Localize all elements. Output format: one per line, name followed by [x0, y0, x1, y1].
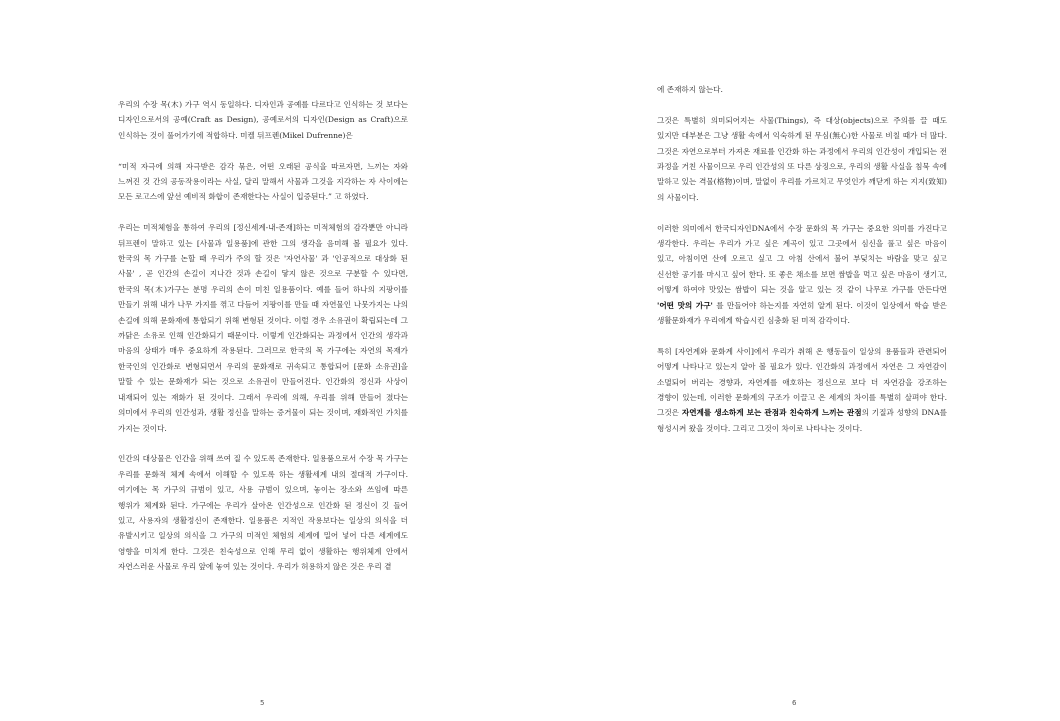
paragraph-text: 특히 [자연계와 문화계 사이]에서 우리가 취해 온 행동들이 일상의 용품들과 관련되어 어떻게 나타나고 있는지 알아 볼 필요가 있다. 인간화의 과정에서 자연은 그 자연감이 소멸되어 버리는 경향과, 자연계를 애호하는 정신으로 보다 더 자연감을 강조하는 경향이 있는데, 이러한 문화계의 구조가 이끌고 온 세계의 차이를 특별히 살펴야 한다. 그것은	[657, 346, 947, 418]
quote-paragraph: “미적 자극에 의해 자극받은 감각 묶은, 어떤 오래된 공식을 따르자면, 느끼는 자와 느껴진 것 간의 공동작용이라는 사실, 달리 말해서 사물과 그것을 지각하는 자 사이에는 모든 로고스에 앞선 예비적 화합이 존재한다는 사실이 입증된다.” 고 하였다.	[118, 161, 408, 202]
right-page	[530, 0, 1060, 721]
paragraph-text: 를 만들어야 하는지를 자연히 알게 된다. 이것이 일상에서 학습 받은 생활문화재가 우리에게 학습시킨 심충화 된 미적 감각이다.	[657, 300, 947, 326]
page-number: 5	[260, 699, 265, 707]
page-number: 6	[792, 699, 797, 707]
paragraph-text: 의 기질과 성향의 DNA를 형성시켜 왔을 것이다. 그리고 그것이 차이로 나타나는 것이다.	[657, 408, 947, 433]
paragraph: 우리의 수장 목(木) 가구 역시 동일하다. 디자인과 공예를 다르다고 인식하는 것 보다는 디자인으로서의 공예(Craft as Design), 공예로서의 디자인(Design as Craft)으로 인식하는 것이 풀어가기에 적합하다. 미켈 뒤프렌(Mikel Dufrenne)은	[118, 100, 408, 140]
paragraph	[657, 221, 947, 329]
paragraph: 그것은 특별히 의미되어지는 사물(Things), 즉 대상(objects)으로 주의를 끌 때도 있지만 대부분은 그냥 생활 속에서 익숙하게 된 무심(無心)한 사물로 비칠 때가 더 많다. 그것은 자연으로부터 가져온 재료를 인간화 하는 과정에서 우리의 인간성이 개입되는 전 과정을 거친 사물이므로 우리 인간성의 또 다른 상징으로, 우리의 생활 사실을 침묵 속에 말하고 있는 격물(格物)이며, 말없이 우리를 가르치고 무엇인가 깨닫게 하는 지지(致知)의 사물이다.	[657, 115, 947, 202]
emphasis-text: 자연계를 생소하게 보는 관점과 친숙하게 느끼는 관점	[681, 408, 862, 418]
paragraph: 인간의 대상물은 인간을 위해 쓰여 질 수 있도록 존재한다. 일용품으로서 수장 목 가구는 우리를 문화적 체계 속에서 이해할 수 있도록 하는 생활세계 내의 절대적 가구이다. 여기에는 목 가구의 규범이 있고, 사용 규범이 있으며, 놓이는 장소와 쓰임에 따른 행위가 체계화 된다. 가구에는 우리가 살아온 인간성으로 인간화 된 정신이 깃 들어 있고, 사용자의 생활정신이 존재한다. 일용품은 지적인 작용보다는 일상의 의식을 더 유발시키고 일상의 의식을 그 가구의 미적인 체험의 세계에 밀어 넣어 다른 세계에도 영향을 미치게 한다. 그것은 친숙성으로 인해 무리 없이 생활하는 행위체계 안에서 자연스러운 사물로 우리 앞에 놓여 있는 것이다. 우리가 허용하지 않은 것은 우리 곁	[118, 454, 408, 572]
emphasis-text: '어떤 맛의 가구'	[657, 300, 713, 310]
left-text-column	[118, 97, 408, 575]
paragraph	[657, 344, 947, 436]
right-text-column	[657, 82, 947, 436]
paragraph-text: 이러한 의미에서 한국디자인DNA에서 수장 문화의 목 가구는 중요한 의미를 가진다고 생각한다. 우리는 우리가 가고 싶은 계곡이 있고 그곳에서 심신을 풀고 싶은 마음이 있고, 아침이면 산에 오르고 싶고 그 아침 산에서 불어 부딪치는 바람을 맞고 싶고 신선한 공기를 마시고 싶어 한다. 또 좋은 채소를 보면 쌈밥을 먹고 싶은 마음이 생기고, 어떻게 하여야 맛있는 쌈밥이 되는 것을 알고 있는 것 같이 나무로 가구를 만든다면	[657, 223, 947, 295]
continued-line: 에 존재하지 않는다.	[657, 85, 723, 94]
paragraph: 우리는 미적체험을 통하여 우리의 [정신세계-내-존재]하는 미적체험의 감각뿐만 아니라 뒤프렌이 말하고 있는 [사물과 일용품]에 관한 그의 생각을 음미해 볼 필요가 있다. 한국의 목 가구를 논할 때 우리가 주의 할 것은 '자연사물' 과 '인공적으로 대상화 된 사물' , 곧 인간의 손길이 지나간 것과 손길이 닿지 않은 것으로 구분할 수 있다면, 한국의 목(木)가구는 분명 우리의 손이 미친 일용품이다. 예를 들어 하나의 지팡이를 만들기 위해 내가 나무 가지를 꺾고 다듬어 지팡이를 만들 때 자연물인 나뭇가지는 나의 손길에 의해 문화재에 통합되기 위해 변형된 것이다. 이럴 경우 소유권이 확립되는데 그 까닭은 소유로 인해 인간화되기 때문이다. 이렇게 인간화되는 과정에서 인간의 생각과 마음의 상태가 매우 중요하게 작용된다. 그러므로 한국의 목 가구에는 자연의 목재가 한국인의 인간화로 변형되면서 우리의 문화재로 귀속되고 통합되어 [문화 소유권]을 말할 수 있는 문화재가 되는 것으로 소유권이 만들어진다. 인간화의 정신과 사상이 내재되어 있는 재화가 된 것이다. 그래서 우리에 의해, 우리를 위해 만들어 졌다는 의미에서 우리의 인간성과, 생활 정신을 말하는 증거물이 되는 것이며, 재화적인 가치를 가지는 것이다.	[118, 223, 408, 433]
